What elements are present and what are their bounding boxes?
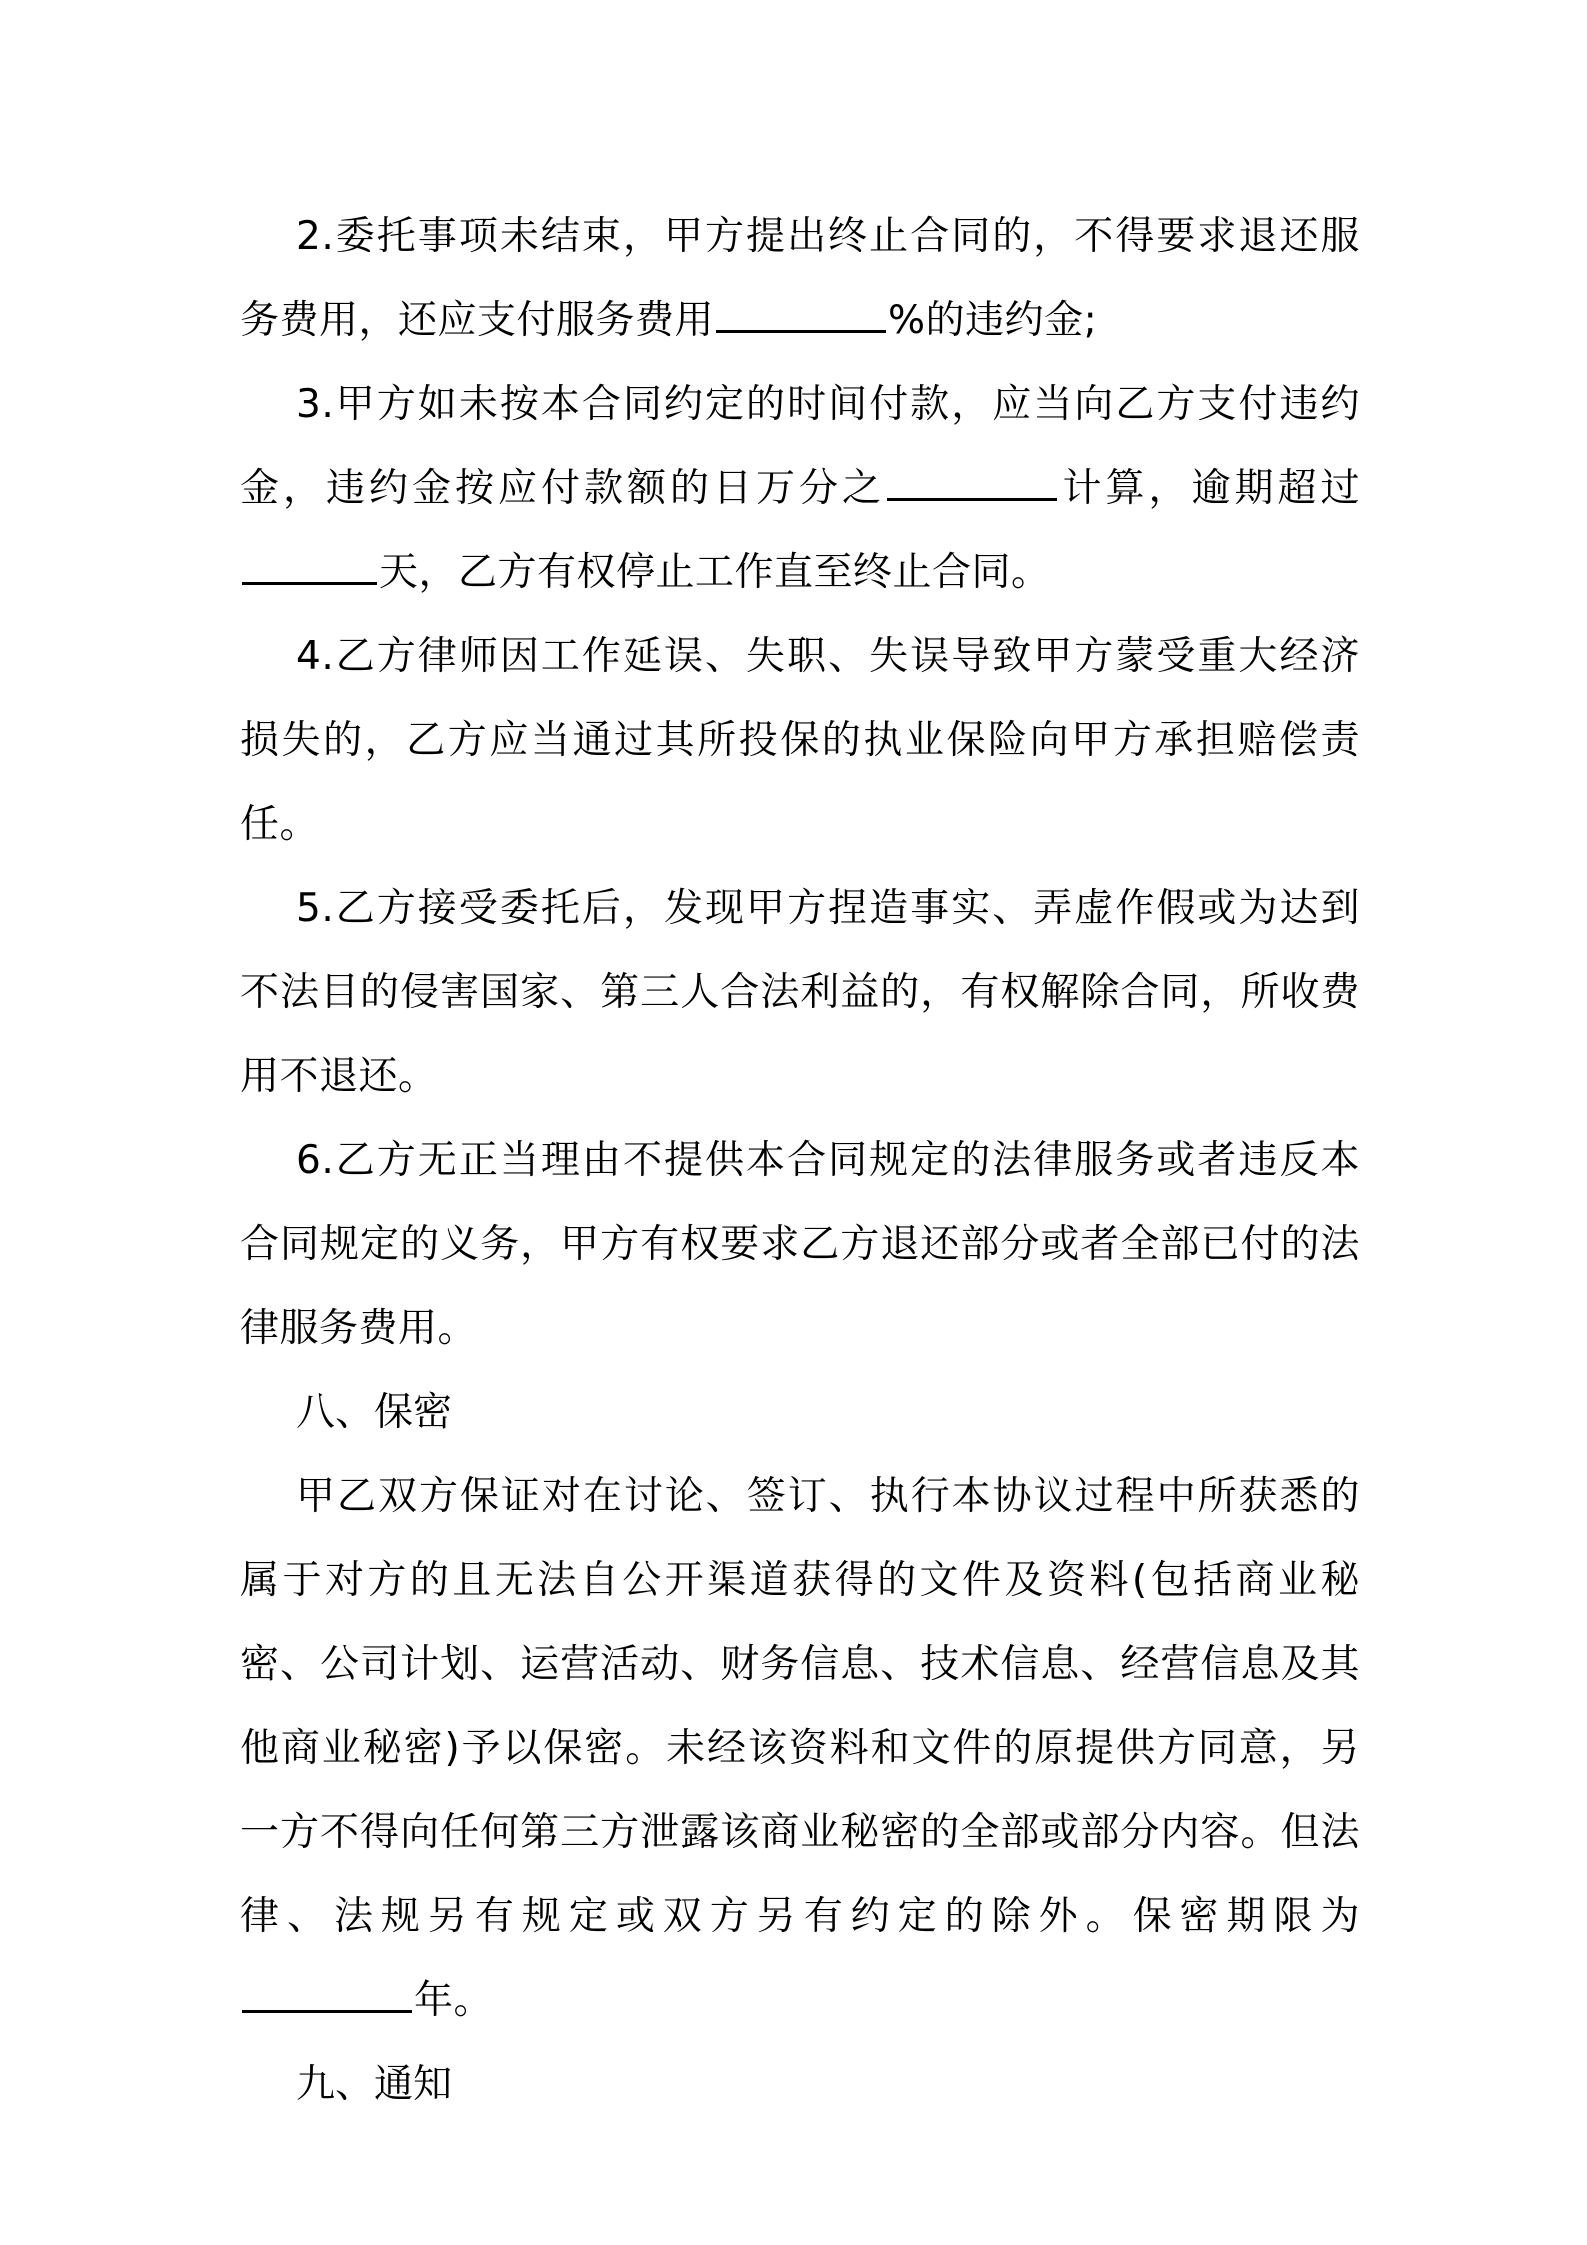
clause-item-5: 5.乙方接受委托后，发现甲方捏造事实、弄虚作假或为达到不法目的侵害国家、第三人合法利益的，有权解除合同，所收费用不退还。 [240,886,1360,1099]
clause-item-3-mid: 计算，逾期超过 [1058,466,1360,511]
clause-item-2 [240,195,1360,363]
document-page [240,195,1360,2127]
fill-blank-percent [716,300,886,333]
section-8-body [240,1455,1360,2043]
section-9-title: 九、通知 [296,2062,453,2107]
fill-blank-rate [887,468,1057,501]
section-8-title: 八、保密 [296,1390,453,1435]
clause-item-3 [240,363,1360,615]
clause-item-4: 4.乙方律师因工作延误、失职、失误导致甲方蒙受重大经济损失的，乙方应当通过其所投保的执业保险向甲方承担赔偿责任。 [240,634,1360,847]
clause-item-3-tail: 天，乙方有权停止工作直至终止合同。 [379,550,1051,595]
clause-item-2-tail: %的违约金; [888,298,1098,343]
clause-item-6: 6.乙方无正当理由不提供本合同规定的法律服务或者违反本合同规定的义务，甲方有权要求乙方退还部分或者全部已付的法律服务费用。 [240,1138,1360,1351]
section-8-body-text: 甲乙双方保证对在讨论、签订、执行本协议过程中所获悉的属于对方的且无法自公开渠道获得的文件及资料(包括商业秘密、公司计划、运营活动、财务信息、技术信息、经营信息及其他商业秘密)予以保密。未经该资料和文件的原提供方同意，另一方不得向任何第三方泄露该商业秘密的全部或部分内容。但法律、法规另有规定或双方另有约定的除外。保密期限为 [240,1474,1360,1939]
clause-item-2-text: 2.委托事项未结束，甲方提出终止合同的，不得要求退还服务费用，还应支付服务费用 [240,214,1360,343]
fill-blank-years [242,1980,412,2013]
section-8-body-tail: 年。 [414,1978,494,2023]
fill-blank-days [242,552,377,585]
clause-item-3-text: 3.甲方如未按本合同约定的时间付款，应当向乙方支付违约金，违约金按应付款额的日万分之 [240,382,1360,511]
